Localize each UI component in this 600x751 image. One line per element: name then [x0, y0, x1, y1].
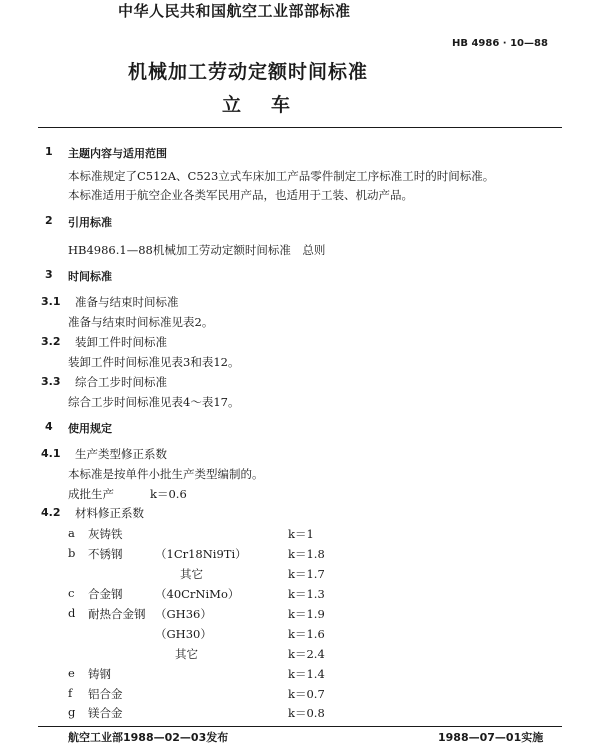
subsection-4-2-title: 材料修正系数 — [75, 506, 144, 520]
standard-code: HB 4986 · 10—88 — [452, 38, 548, 49]
material-letter: g — [68, 705, 76, 719]
material-detail: 其它 — [175, 647, 198, 661]
top-divider — [38, 127, 562, 128]
section-4-number: 4 — [45, 420, 53, 433]
material-detail: （1Cr18Ni9Ti） — [155, 547, 247, 561]
material-k: k＝1.4 — [288, 667, 325, 681]
material-k: k＝0.7 — [288, 687, 325, 701]
subsection-3-3-title: 综合工步时间标准 — [75, 375, 167, 389]
material-k: k＝1 — [288, 527, 314, 541]
subsection-3-2-text: 装卸工件时间标准见表3和表12。 — [68, 355, 240, 369]
section-3-title: 时间标准 — [68, 270, 112, 283]
material-letter: d — [68, 606, 76, 620]
material-detail: 其它 — [180, 567, 203, 581]
material-name: 合金钢 — [88, 587, 123, 601]
material-name: 镁合金 — [88, 706, 123, 720]
subsection-4-1-title: 生产类型修正系数 — [75, 447, 167, 461]
effective-date: 1988—07—01实施 — [438, 731, 544, 744]
document-title: 机械加工劳动定额时间标准 — [128, 61, 369, 83]
section-1-line-2: 本标准适用于航空企业各类军民用产品，也适用于工装、机动产品。 — [68, 188, 413, 202]
section-2-title: 引用标准 — [68, 216, 112, 229]
batch-production-k: k＝0.6 — [150, 487, 187, 501]
material-letter: f — [68, 686, 73, 700]
material-letter: c — [68, 586, 75, 600]
section-2-number: 2 — [45, 214, 53, 227]
material-k: k＝1.9 — [288, 607, 325, 621]
subsection-3-2-title: 装卸工件时间标准 — [75, 335, 167, 349]
material-letter: b — [68, 546, 76, 560]
issue-date: 航空工业部1988—02—03发布 — [68, 731, 229, 744]
material-detail: （GH36） — [155, 607, 212, 621]
material-k: k＝1.6 — [288, 627, 325, 641]
material-letter: e — [68, 666, 75, 680]
material-k: k＝2.4 — [288, 647, 325, 661]
section-1-title: 主题内容与适用范围 — [68, 147, 167, 160]
material-name: 耐热合金钢 — [88, 607, 146, 621]
subsection-3-3-number: 3.3 — [41, 375, 61, 388]
material-name: 不锈钢 — [88, 547, 123, 561]
subsection-3-1-number: 3.1 — [41, 295, 61, 308]
section-2-line-1: HB4986.1—88机械加工劳动定额时间标准 总则 — [68, 243, 326, 257]
bottom-divider — [38, 726, 562, 727]
subsection-3-1-text: 准备与结束时间标准见表2。 — [68, 315, 214, 329]
material-k: k＝0.8 — [288, 706, 325, 720]
subsection-3-1-title: 准备与结束时间标准 — [75, 295, 179, 309]
subsection-3-3-text: 综合工步时间标准见表4～表17。 — [68, 395, 240, 409]
material-detail: （GH30） — [155, 627, 212, 641]
subsection-3-2-number: 3.2 — [41, 335, 61, 348]
document-subtitle: 立车 — [222, 94, 321, 116]
material-detail: （40CrNiMo） — [155, 587, 240, 601]
batch-production-label: 成批生产 — [68, 487, 114, 501]
section-4-title: 使用规定 — [68, 422, 112, 435]
material-k: k＝1.8 — [288, 547, 325, 561]
subsection-4-2-number: 4.2 — [41, 506, 61, 519]
material-name: 铸钢 — [88, 667, 111, 681]
material-name: 灰铸铁 — [88, 527, 123, 541]
issuing-authority: 中华人民共和国航空工业部部标准 — [118, 2, 351, 20]
material-k: k＝1.7 — [288, 567, 325, 581]
section-1-number: 1 — [45, 145, 53, 158]
material-letter: a — [68, 526, 75, 540]
subsection-4-1-number: 4.1 — [41, 447, 61, 460]
section-3-number: 3 — [45, 268, 53, 281]
material-k: k＝1.3 — [288, 587, 325, 601]
subsection-4-1-text: 本标准是按单件小批生产类型编制的。 — [68, 467, 264, 481]
section-1-line-1: 本标准规定了C512A、C523立式车床加工产品零件制定工序标准工时的时间标准。 — [68, 169, 495, 183]
material-name: 铝合金 — [88, 687, 123, 701]
